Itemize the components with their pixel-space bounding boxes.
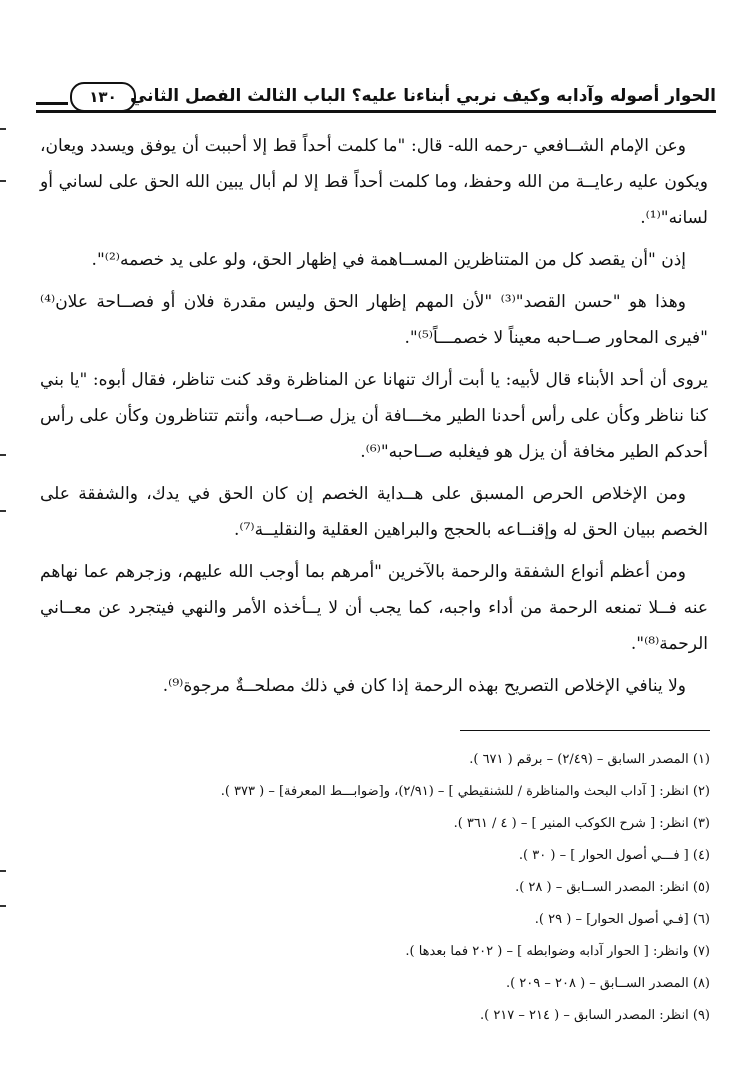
footnote: (٤) [ فـــي أصول الحوار ] – ( ٣٠ ). — [518, 848, 710, 863]
footnote: (٨) المصدر الســابق – ( ٢٠٨ – ٢٠٩ ). — [505, 976, 710, 991]
paragraph: ولا ينافي الإخلاص التصريح بهذه الرحمة إذا كان في ذلك مصلحــةٌ مرجوة⁽⁹⁾. — [162, 676, 686, 696]
scan-mark — [0, 905, 6, 907]
running-header — [36, 80, 716, 120]
footnote: (٥) انظر: المصدر الســابق – ( ٢٨ ). — [515, 880, 710, 895]
header-title: الحوار أصوله وآدابه وكيف نربي أبناءنا عليه؟ الباب الثالث الفصل الثاني — [129, 86, 716, 106]
footnote: (٣) انظر: [ شرح الكوكب المنير ] – ( ٤ / ٣٦١ ). — [453, 816, 710, 831]
scan-mark — [0, 180, 6, 182]
scan-mark — [0, 454, 6, 456]
paragraph: يروى أن أحد الأبناء قال لأبيه: يا أبت أراك تنهانا عن المناظرة وقد كنت تناظر، فقال أبوه: "يا بني كنا نناظر وكأن على رأس أحدنا الطير مخـــافة أن يزل صــاحبه، وأنتم تتناظرون وكأن على رأس أحدكم الطير مخافة أن يزل هو فيغلبه صــاحبه"⁽⁶⁾. — [40, 370, 708, 462]
scan-mark — [0, 510, 6, 512]
footnote: (٢) انظر: [ آداب البحث والمناظرة / للشنقيطي ] – (٢/٩١)، و[ضوابـــط المعرفة] – ( ٣٧٣ ). — [220, 784, 710, 799]
header-rule — [36, 110, 716, 113]
paragraph: ومن أعظم أنواع الشفقة والرحمة بالآخرين "أمرهم بما أوجب الله عليهم، وزجرهم عما نهاهم عنه فــلا تمنعه الرحمة من أداء واجبه، كما يجب أن لا يــأخذه الأمر والنهي فيتجرد عن معــاني الرحمة⁽⁸⁾". — [40, 562, 708, 654]
paragraph: وهذا هو "حسن القصد"⁽³⁾ "لأن المهم إظهار الحق وليس مقدرة فلان أو فصــاحة علان⁽⁴⁾ "فيرى المحاور صــاحبه معيناً لا خصمـــاً⁽⁵⁾". — [40, 292, 708, 348]
footnote: (٦) [فـي أصول الحوار] – ( ٢٩ ). — [534, 912, 710, 927]
footnote: (٧) وانظر: [ الحوار آدابه وضوابطه ] – ( ٢٠٢ فما بعدها ). — [405, 944, 710, 959]
paragraph: إذن "أن يقصد كل من المتناظرين المســاهمة في إظهار الحق، ولو على يد خصمه⁽²⁾". — [91, 250, 686, 270]
paragraph: وعن الإمام الشــافعي -رحمه الله- قال: "ما كلمت أحداً قط إلا أحببت أن يوفق ويسدد ويعان، ويكون عليه رعايــة من الله وحفظ، وما كلمت أحداً قط إلا لم أبال يبين الله الحق على لساني أو لسانه"⁽¹⁾. — [40, 136, 708, 228]
scan-mark — [0, 128, 6, 130]
page-number: ١٣٠ — [70, 82, 136, 112]
scan-mark — [0, 870, 6, 872]
footnote-rule — [460, 730, 710, 731]
footnote: (٩) انظر: المصدر السابق – ( ٢١٤ – ٢١٧ ). — [479, 1008, 710, 1023]
paragraph: ومن الإخلاص الحرص المسبق على هــداية الخصم إن كان الحق في يدك، والشفقة على الخصم ببيان الحق له وإقنــاعه بالحجج والبراهين العقلية والنقليــة⁽⁷⁾. — [40, 484, 708, 540]
footnote: (١) المصدر السابق – (٢/٤٩) – برقم ( ٦٧١ ). — [469, 752, 710, 767]
main-text — [40, 128, 708, 710]
page-number-dash — [36, 102, 68, 105]
footnotes — [42, 744, 710, 1032]
